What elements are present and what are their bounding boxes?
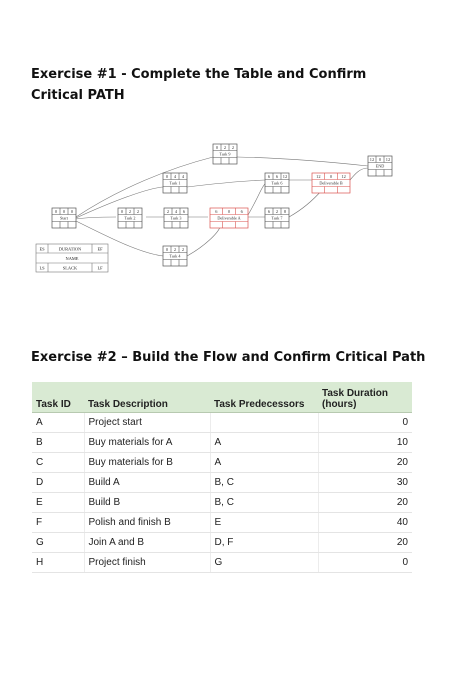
node-delivA <box>210 208 248 228</box>
node-task9-dur: 2 <box>223 145 227 150</box>
header-task-description: Task Description <box>84 382 210 413</box>
diagram-edges <box>76 157 368 256</box>
task-predecessors-cell: D, F <box>210 533 318 553</box>
node-task4-es: 0 <box>165 247 169 252</box>
node-task9 <box>213 144 237 164</box>
node-task1-name: Task 1 <box>169 180 181 186</box>
node-task3-dur: 4 <box>174 209 178 214</box>
network-diagram <box>30 138 420 288</box>
task-predecessors-cell <box>210 413 318 433</box>
exercise-1-title: Exercise #1 - Complete the Table and Confirm Critical PATH <box>31 67 367 103</box>
legend-ef: EF <box>97 246 103 252</box>
task-predecessors-cell: A <box>210 453 318 473</box>
node-task2-es: 0 <box>120 209 124 214</box>
task-duration-cell: 20 <box>318 453 412 473</box>
task-duration-cell: 30 <box>318 473 412 493</box>
node-task7-dur: 2 <box>275 209 279 214</box>
node-delivA-name: Deliverable A <box>217 215 241 221</box>
node-task1 <box>163 173 187 193</box>
task-predecessors-cell: B, C <box>210 493 318 513</box>
node-task2-dur: 2 <box>128 209 132 214</box>
node-delivA-es: 6 <box>215 209 218 214</box>
node-task9-es: 0 <box>215 145 219 150</box>
node-task7 <box>265 208 289 228</box>
task-table <box>32 382 412 573</box>
node-task3-es: 2 <box>166 209 170 214</box>
node-task9-ef: 2 <box>231 145 235 150</box>
task-description-cell: Build B <box>84 493 210 513</box>
node-delivB-dur: 0 <box>329 174 333 179</box>
task-id-cell: C <box>32 453 84 473</box>
node-task7-es: 6 <box>267 209 271 214</box>
table-row <box>32 413 412 433</box>
header-task-id: Task ID <box>32 382 84 413</box>
task-duration-cell: 0 <box>318 413 412 433</box>
node-task9-name: Task 9 <box>219 151 231 157</box>
task-description-cell: Project start <box>84 413 210 433</box>
node-end-name: END <box>375 163 385 169</box>
node-task6-es: 6 <box>267 174 271 179</box>
node-start-name: Start <box>60 215 68 221</box>
header-task-duration: Task Duration (hours) <box>318 382 412 413</box>
node-task6-name: Task 6 <box>271 180 283 186</box>
legend-lf: LF <box>97 265 103 271</box>
table-row <box>32 473 412 493</box>
node-start <box>52 208 76 228</box>
header-task-predecessors: Task Predecessors <box>210 382 318 413</box>
task-id-cell: E <box>32 493 84 513</box>
node-end-ef: 12 <box>385 157 391 162</box>
node-start-ef: 0 <box>70 209 74 214</box>
task-duration-cell: 10 <box>318 433 412 453</box>
node-task7-name: Task 7 <box>271 215 283 221</box>
task-id-cell: D <box>32 473 84 493</box>
node-delivB <box>312 173 350 193</box>
node-end <box>368 156 392 176</box>
node-delivA-ef: 6 <box>240 209 243 214</box>
node-end-es: 12 <box>369 157 375 162</box>
legend-ls: LS <box>39 265 45 271</box>
node-task3 <box>164 208 188 228</box>
node-task6-ef: 12 <box>282 174 288 179</box>
node-task4-dur: 2 <box>173 247 177 252</box>
node-task2-name: Task 2 <box>124 215 136 221</box>
table-row <box>32 513 412 533</box>
node-task4-ef: 2 <box>181 247 185 252</box>
task-duration-cell: 20 <box>318 533 412 553</box>
task-id-cell: A <box>32 413 84 433</box>
task-description-cell: Project finish <box>84 553 210 573</box>
task-predecessors-cell: B, C <box>210 473 318 493</box>
node-task1-es: 0 <box>165 174 169 179</box>
task-duration-cell: 20 <box>318 493 412 513</box>
node-task4-name: Task 4 <box>169 253 181 259</box>
node-task6-dur: 6 <box>275 174 279 179</box>
task-id-cell: F <box>32 513 84 533</box>
task-description-cell: Polish and finish B <box>84 513 210 533</box>
task-duration-cell: 0 <box>318 553 412 573</box>
node-start-es: 0 <box>54 209 58 214</box>
task-description-cell: Buy materials for A <box>84 433 210 453</box>
task-predecessors-cell: A <box>210 433 318 453</box>
task-predecessors-cell: E <box>210 513 318 533</box>
task-duration-cell: 40 <box>318 513 412 533</box>
node-delivB-es: 12 <box>316 174 321 179</box>
node-task3-ef: 6 <box>182 209 186 214</box>
table-row <box>32 553 412 573</box>
task-id-cell: B <box>32 433 84 453</box>
node-task3-name: Task 3 <box>170 215 182 221</box>
legend-es: ES <box>39 246 45 252</box>
node-task4 <box>163 246 187 266</box>
node-task1-ef: 4 <box>181 174 185 179</box>
node-end-dur: 0 <box>378 157 382 162</box>
task-description-cell: Build A <box>84 473 210 493</box>
table-row <box>32 433 412 453</box>
task-description-cell: Join A and B <box>84 533 210 553</box>
node-delivB-ef: 12 <box>341 174 346 179</box>
legend-name: NAME <box>65 256 79 261</box>
task-predecessors-cell: G <box>210 553 318 573</box>
node-start-dur: 0 <box>62 209 66 214</box>
table-row <box>32 533 412 553</box>
table-row <box>32 453 412 473</box>
node-delivB-name: Deliverable B <box>319 180 343 186</box>
exercise-2-title: Exercise #2 – Build the Flow and Confirm Critical Path <box>31 350 426 365</box>
node-task7-ef: 8 <box>283 209 287 214</box>
node-delivA-dur: 0 <box>227 209 231 214</box>
node-task1-dur: 4 <box>173 174 177 179</box>
table-header-row <box>32 382 412 413</box>
task-id-cell: G <box>32 533 84 553</box>
node-task6 <box>265 173 289 193</box>
legend-duration: DURATION <box>58 246 82 252</box>
legend-slack: SLACK <box>62 265 78 271</box>
task-id-cell: H <box>32 553 84 573</box>
diagram-legend <box>36 244 108 272</box>
task-description-cell: Buy materials for B <box>84 453 210 473</box>
node-task2 <box>118 208 142 228</box>
task-rows <box>32 413 412 573</box>
table-row <box>32 493 412 513</box>
node-task2-ef: 2 <box>136 209 140 214</box>
